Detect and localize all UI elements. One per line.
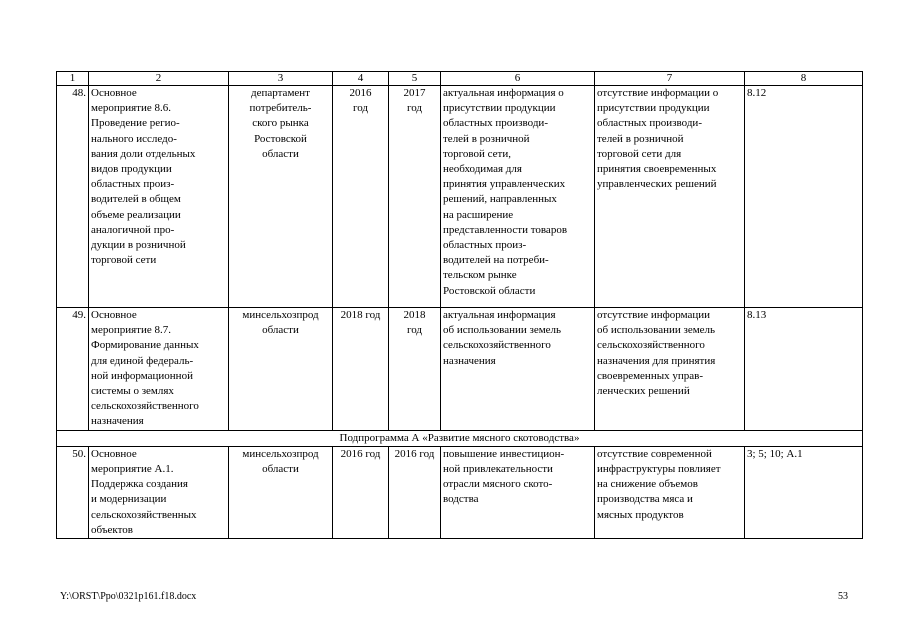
end-year: 2017 год [389,86,441,308]
subprogram-row [57,430,863,446]
indicator-link: 3; 5; 10; А.1 [745,446,863,538]
measure-name: Основное мероприятие 8.6. Проведение регио- нального исследо- вания доли отдельных видов продукции областных произ- водителей в общем объеме реализации аналогичной про- дукции в розничной торговой сети [89,86,229,308]
measure-name: Основное мероприятие А.1. Поддержка создания и модернизации сельскохозяйственных объектов [89,446,229,538]
header-cell: 6 [441,72,595,86]
header-cell: 5 [389,72,441,86]
start-year: 2016 год [333,86,389,308]
start-year: 2016 год [333,446,389,538]
header-cell: 3 [229,72,333,86]
row-number: 50. [57,446,89,538]
end-year: 2018 год [389,308,441,431]
indicator-link: 8.12 [745,86,863,308]
executor: минсельхозпрод области [229,446,333,538]
non-implementation-consequences: отсутствие современной инфраструктуры повлияет на снижение объемов производства мяса и мясных продуктов [595,446,745,538]
executor: департамент потребитель- ского рынка Ростовской области [229,86,333,308]
row-number: 48. [57,86,89,308]
expected-result: повышение инвестицион- ной привлекательности отрасли мясного ското- водства [441,446,595,538]
executor: минсельхозпрод области [229,308,333,431]
header-cell: 2 [89,72,229,86]
header-cell: 7 [595,72,745,86]
end-year: 2016 год [389,446,441,538]
subprogram-title: Подпрограмма А «Развитие мясного скотоводства» [57,430,863,446]
page-number: 53 [838,591,848,602]
footer-file-path: Y:\ORST\Ppo\0321p161.f18.docx [60,591,197,602]
table-row [57,308,863,431]
table-header-row [57,72,863,86]
measure-name: Основное мероприятие 8.7. Формирование данных для единой федераль- ной информационной системы о землях сельскохозяйственного назначения [89,308,229,431]
measures-table [56,71,863,539]
expected-result: актуальная информация о присутствии продукции областных производи- телей в розничной торговой сети, необходимая для принятия управленческих решений, направленных на расширение представленности товаров областных произ- водителей на потреби- тельском рынке Ростовской области [441,86,595,308]
header-cell: 1 [57,72,89,86]
non-implementation-consequences: отсутствие информации о присутствии продукции областных производи- телей в розничной торговой сети для принятия своевременных управленческих решений [595,86,745,308]
row-number: 49. [57,308,89,431]
table-row [57,446,863,538]
indicator-link: 8.13 [745,308,863,431]
non-implementation-consequences: отсутствие информации об использовании земель сельскохозяйственного назначения для принятия своевременных управ- ленческих решений [595,308,745,431]
expected-result: актуальная информация об использовании земель сельскохозяйственного назначения [441,308,595,431]
table-row [57,86,863,308]
header-cell: 8 [745,72,863,86]
header-cell: 4 [333,72,389,86]
start-year: 2018 год [333,308,389,431]
